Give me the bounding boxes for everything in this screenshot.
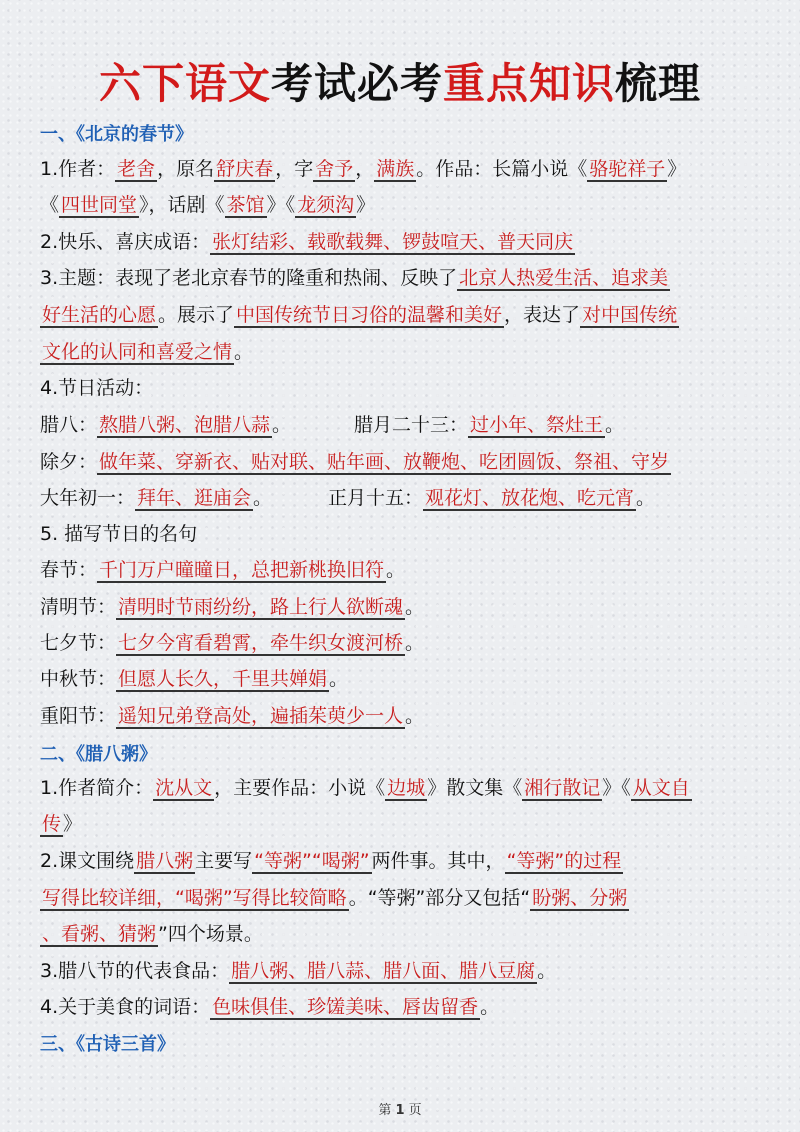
- answer-theme: 中国传统节日习俗的温馨和美好: [236, 304, 503, 326]
- answer-text: 写得比较详细，“喝粥”写得比较简略: [42, 887, 347, 909]
- page-number: 第 1 页: [378, 1103, 422, 1118]
- answer-courtesy-name: 舍予: [315, 158, 354, 180]
- text-line-2: 写得比较详细，“喝粥”写得比较简略 。“等粥”部分又包括“ 盼粥、分粥: [42, 887, 628, 909]
- poem-line: 春节： 千门万户曈曈日，总把新桃换旧符 。: [40, 559, 406, 581]
- answer-activity: 拜年、逛庙会: [137, 487, 252, 509]
- author-line: 1.作者： 老舍 ，原名 舒庆春 ，字 舍予 ， 满族 。作品：长篇小说《 骆驼祥子 》: [40, 158, 687, 180]
- answer-words: 色味俱佳、珍馐美味、唇齿留香: [212, 996, 479, 1018]
- answer-original-name: 舒庆春: [216, 158, 274, 180]
- answer-poem: 遥知兄弟登高处，遍插茱萸少一人: [118, 705, 404, 727]
- answer-work: 茶馆: [226, 194, 265, 216]
- answer-text: “等粥”的过程: [506, 850, 622, 872]
- answer-work: 龙须沟: [297, 194, 355, 216]
- answer-ethnicity: 满族: [376, 158, 415, 180]
- answer-theme: 好生活的心愿: [42, 304, 157, 326]
- section-heading-1: 一、《北京的春节》: [40, 124, 193, 145]
- answer-poem: 但愿人长久，千里共婵娟: [118, 668, 328, 690]
- answer-poem: 七夕今宵看碧霄，牵牛织女渡河桥: [118, 632, 404, 654]
- answer-activity: 做年菜、穿新衣、贴对联、贴年画、放鞭炮、吃团圆饭、祭祖、守岁: [99, 451, 670, 473]
- author-line: 1.作者简介： 沈从文 ，主要作品：小说《 边城 》散文集《 湘行散记 》《 从文自: [40, 777, 690, 799]
- activity-line: 大年初一： 拜年、逛庙会 。 正月十五： 观花灯、放花炮、吃元宵 。: [40, 487, 656, 509]
- text-line-3: 、看粥、猜粥 ”四个场景。: [42, 923, 263, 945]
- answer-theme: 北京人热爱生活、追求美: [459, 267, 669, 289]
- answer-author: 老舍: [117, 158, 156, 180]
- answer-activity: 熬腊八粥、泡腊八蒜: [99, 414, 271, 436]
- answer-poem: 千门万户曈曈日，总把新桃换旧符: [99, 559, 385, 581]
- answer-work: 传: [42, 813, 62, 835]
- answer-idioms: 张灯结彩、载歌载舞、锣鼓喧天、普天同庆: [212, 231, 574, 253]
- answer-activity: 观花灯、放花炮、吃元宵: [425, 487, 635, 509]
- answer-work: 从文自: [632, 777, 690, 799]
- foods-line: 3.腊八节的代表食品： 腊八粥、腊八蒜、腊八面、腊八豆腐 。: [40, 960, 557, 982]
- words-line: 4.关于美食的词语： 色味俱佳、珍馐美味、唇齿留香 。: [40, 996, 500, 1018]
- author-line-cont: 传 》: [42, 813, 83, 835]
- section-heading-2: 二、《腊八粥》: [40, 744, 157, 765]
- answer-work: 四世同堂: [61, 194, 138, 216]
- title-part-3: 重点知识: [443, 59, 616, 108]
- answer-work: 湘行散记: [524, 777, 601, 799]
- poem-line: 清明节： 清明时节雨纷纷，路上行人欲断魂 。: [40, 596, 425, 618]
- answer-work: 骆驼祥子: [589, 158, 666, 180]
- answer-text: 盼粥、分粥: [532, 887, 628, 909]
- section-heading-3: 三、《古诗三首》: [40, 1034, 175, 1055]
- answer-activity: 过小年、祭灶王: [470, 414, 604, 436]
- answer-poem: 清明时节雨纷纷，路上行人欲断魂: [118, 596, 404, 618]
- answer-text: “等粥”“喝粥”: [254, 850, 370, 872]
- answer-text: 、看粥、猜粥: [42, 923, 157, 945]
- poem-line: 七夕节： 七夕今宵看碧霄，牵牛织女渡河桥 。: [40, 632, 425, 654]
- poems-label: 5. 描写节日的名句: [40, 523, 198, 545]
- poem-line: 重阳节： 遥知兄弟登高处，遍插茱萸少一人 。: [40, 705, 425, 727]
- activity-line: 腊八： 熬腊八粥、泡腊八蒜 。 腊月二十三： 过小年、祭灶王 。: [40, 414, 625, 436]
- title-part-2: 考试必考: [270, 59, 443, 108]
- poem-line: 中秋节： 但愿人长久，千里共婵娟 。: [40, 668, 349, 690]
- page-title: [0, 58, 800, 110]
- works-line: 《 四世同堂 》，话剧《 茶馆 》《 龙须沟 》: [40, 194, 376, 216]
- answer-author: 沈从文: [155, 777, 213, 799]
- title-part-4: 梳理: [615, 59, 702, 108]
- idioms-line: 2.快乐、喜庆成语： 张灯结彩、载歌载舞、锣鼓喧天、普天同庆: [40, 231, 574, 253]
- answer-theme: 文化的认同和喜爱之情: [42, 341, 233, 363]
- answer-work: 边城: [387, 777, 426, 799]
- answer-theme: 对中国传统: [582, 304, 678, 326]
- answer-text: 腊八粥: [136, 850, 194, 872]
- activity-line: 除夕： 做年菜、穿新衣、贴对联、贴年画、放鞭炮、吃团圆饭、祭祖、守岁: [40, 451, 670, 473]
- answer-foods: 腊八粥、腊八蒜、腊八面、腊八豆腐: [231, 960, 536, 982]
- activities-label: 4.节日活动：: [40, 377, 154, 399]
- theme-line-2: 好生活的心愿 。展示了 中国传统节日习俗的温馨和美好 ，表达了 对中国传统: [42, 304, 678, 326]
- theme-line-1: 3.主题：表现了老北京春节的隆重和热闹、反映了 北京人热爱生活、追求美: [40, 267, 669, 289]
- theme-line-3: 文化的认同和喜爱之情 。: [42, 341, 254, 363]
- text-line-1: 2.课文围绕 腊八粥 主要写 “等粥”“喝粥” 两件事。其中， “等粥”的过程: [40, 850, 622, 872]
- title-part-1: 六下语文: [98, 59, 271, 108]
